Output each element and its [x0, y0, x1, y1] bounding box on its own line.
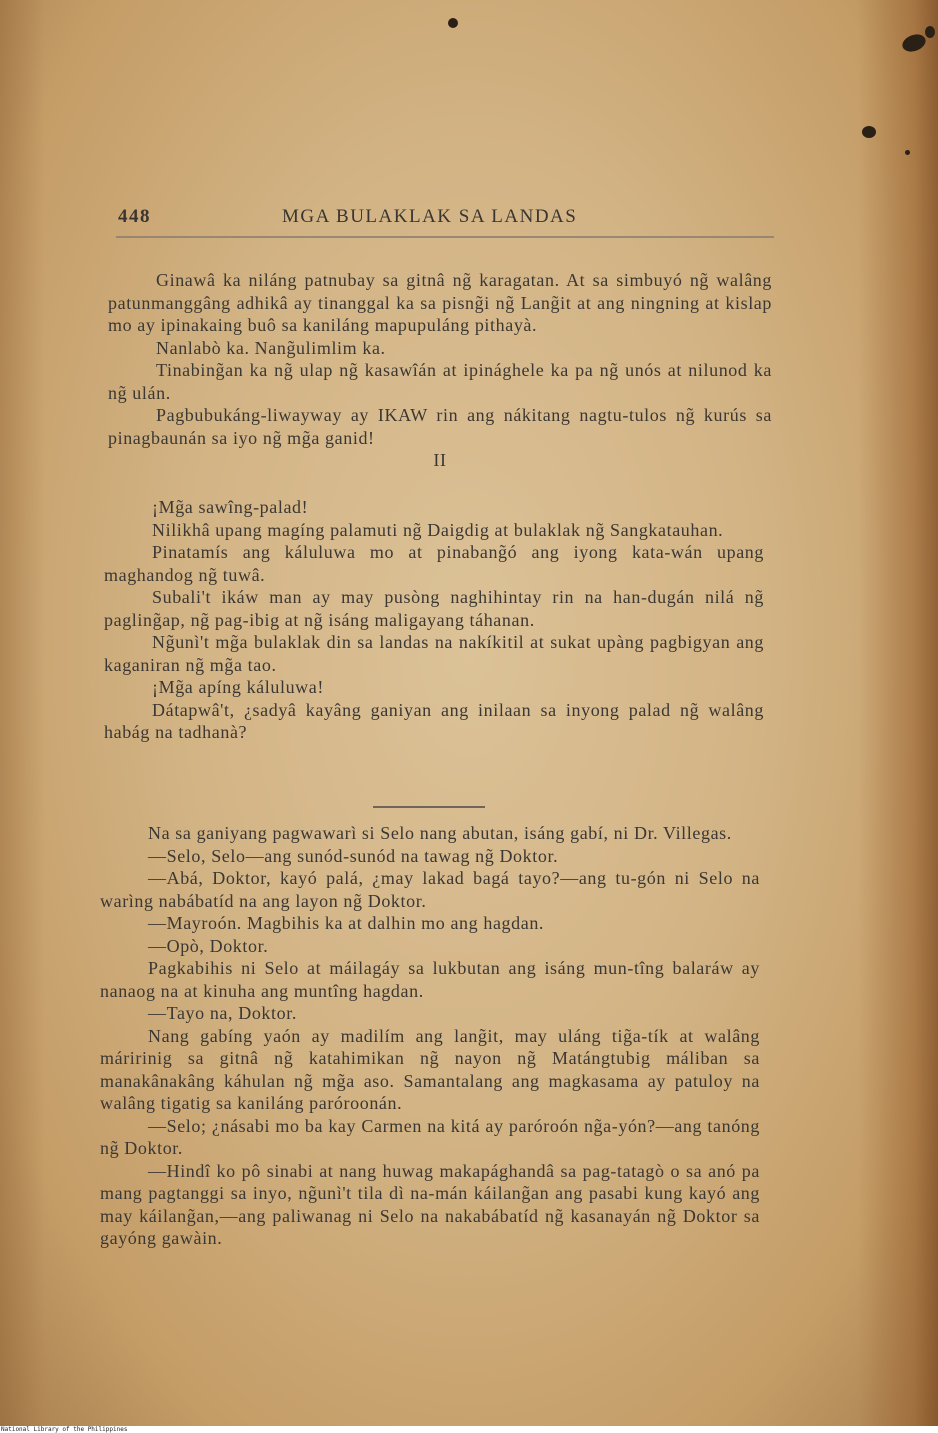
- page-shadow-left: [0, 0, 45, 1426]
- paragraph: ¡Mg̃a sawîng-palad!: [152, 497, 309, 517]
- footer-bar: [0, 1426, 938, 1433]
- paragraph: Tinabing̃an ka ng̃ ulap ng̃ kasawîán at ipinághele ka pa ng̃ unós at nilunod ka ng̃ ulán.: [108, 360, 772, 403]
- paragraph: Pinatamís ang káluluwa mo at pinabang̃ó ang iyong kata-wán upang maghandog ng̃ tuwâ.: [104, 542, 764, 585]
- paragraph: ¡Mg̃a apíng káluluwa!: [152, 677, 324, 697]
- ink-spot: [862, 126, 876, 138]
- running-title: MGA BULAKLAK SA LANDAS: [282, 206, 578, 227]
- paragraph: Dátapwâ't, ¿sadyâ kayâng ganiyan ang inilaan sa inyong palad ng̃ walâng habág na tadhanà?: [104, 699, 764, 742]
- section-divider: [373, 806, 485, 808]
- page-number: 448: [118, 206, 151, 227]
- text-block-2: [104, 496, 764, 744]
- paragraph: Nilikhâ upang magíng palamuti ng̃ Daigdig at bulaklak ng̃ Sangkatauhan.: [152, 519, 724, 540]
- paragraph: Na sa ganiyang pagwawarì si Selo nang abutan, isáng gabí, ni Dr. Villegas.: [148, 823, 732, 843]
- paragraph: —Selo, Selo—ang sunód-sunód na tawag ng̃ Doktor.: [148, 845, 559, 866]
- footer-credit: National Library of the Philippines: [1, 1426, 128, 1433]
- header-rule: [116, 236, 774, 238]
- text-block-1: [108, 269, 772, 472]
- ink-spot: [905, 150, 910, 155]
- paragraph: —Opò, Doktor.: [148, 935, 269, 956]
- paragraph: —Selo; ¿násabi mo ba kay Carmen na kitá ay paróroón ng̃a-yón?—ang tanóng ng̃ Doktor.: [100, 1115, 760, 1158]
- paragraph: Ginawâ ka niláng patnubay sa gitnâ ng̃ karagatan. At sa simbuyó ng̃ walâng patunmanggâng adhikâ ay tinanggal ka sa pisng̃i ng̃ Lang̃it at ang ningning at kislap mo ay ipinakaing buô sa kaniláng mapupuláng pithayà.: [108, 270, 772, 335]
- paragraph: Pagkabihis ni Selo at máilagáy sa lukbutan ang isáng mun-tîng balaráw ay nanaog na at kinuha ang muntîng hagdan.: [100, 958, 760, 1001]
- text-block-3: [100, 822, 760, 1250]
- page-shadow-right: [858, 0, 938, 1426]
- paragraph: Nanlabò ka. Nang̃ulimlim ka.: [156, 337, 386, 358]
- ink-spot: [925, 26, 935, 38]
- paragraph: Subali't ikáw man ay may pusòng naghihintay rin na han-dugán nilá ng̃ pagling̃ap, ng̃ pag-ibig at ng̃ isáng maligayang táhanan.: [104, 587, 764, 630]
- ink-spot: [448, 18, 458, 28]
- section-numeral: II: [433, 450, 447, 470]
- paragraph: —Hindî ko pô sinabi at nang huwag makapághandâ sa pag-tatagò o sa anó pa mang pagtanggi sa inyo, ng̃unì't tila dì na-mán káilang̃an ang pasabi kung kayó ang may káilang̃an,—ang paliwanag ni Selo na nakabábatíd ng̃ kasanayán ng̃ Doktor sa gayóng gawàin.: [100, 1160, 760, 1248]
- paragraph: —Tayo na, Doktor.: [148, 1003, 297, 1023]
- paragraph: Pagbubukáng-liwayway ay IKAW rin ang nákitang nagtu-tulos ng̃ kurús sa pinagbaunán sa iyo ng̃ mg̃a ganid!: [108, 405, 772, 448]
- paragraph: Nang gabíng yaón ay madilím ang lang̃it, may uláng tig̃a-tík at walâng máririnig sa gitnâ ng̃ katahimikan ng̃ nayon ng̃ Matángtubig máliban sa manakânakâng káhulan ng̃ mg̃a aso. Samantalang ang magkasama ay patuloy na walâng tigatig sa kaniláng paróroonán.: [100, 1025, 760, 1113]
- paragraph: Ng̃unì't mg̃a bulaklak din sa landas na nakíkitil at sukat upàng pagbigyan ang kaganiran ng̃ mg̃a tao.: [104, 632, 764, 675]
- paragraph: —Mayroón. Magbihis ka at dalhin mo ang hagdan.: [148, 913, 545, 933]
- paragraph: —Abá, Doktor, kayó palá, ¿may lakad bagá tayo?—ang tu-gón ni Selo na warìng nabábatíd na ang layon ng̃ Doktor.: [100, 868, 760, 911]
- page-header: [118, 206, 773, 232]
